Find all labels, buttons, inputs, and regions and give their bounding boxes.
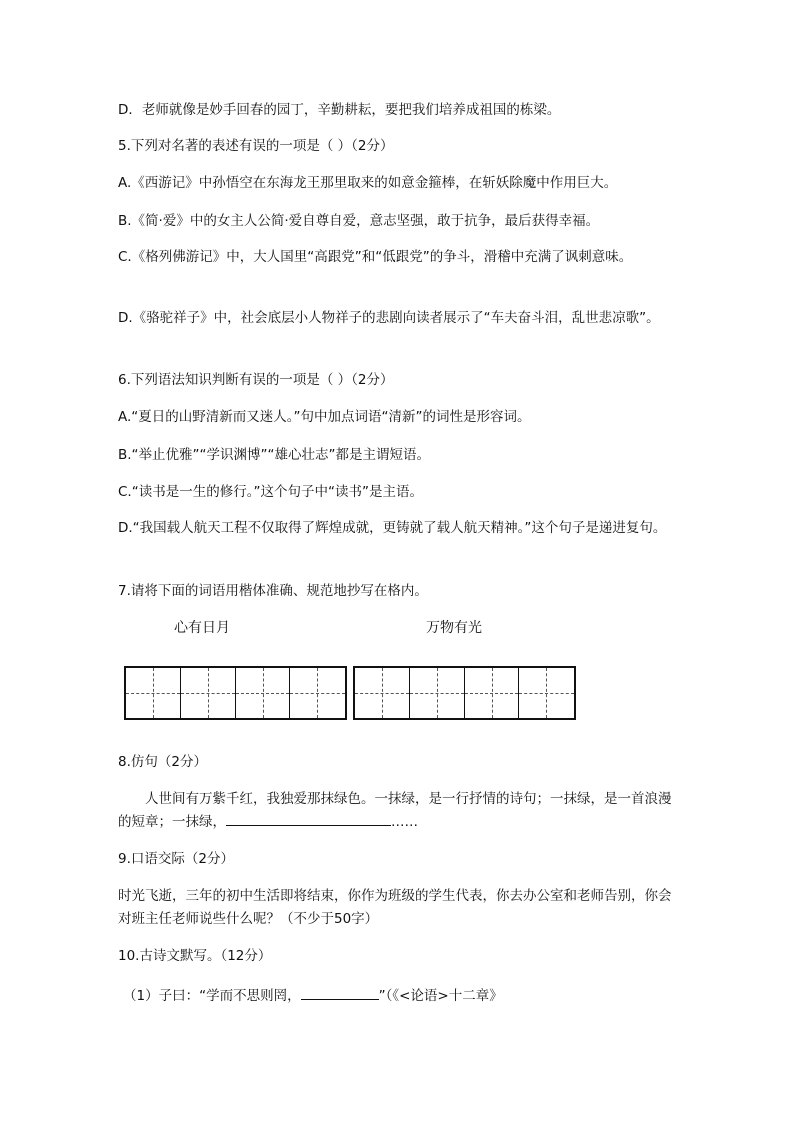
q5-option-b: B.《简·爱》中的女主人公简·爱自尊自爱，意志坚强，敢于抗争，最后获得幸福。: [118, 213, 600, 229]
q10-item1-text: （1）子曰：“学而不思则罔，: [123, 988, 301, 1004]
q6-option-a: A.“夏日的山野清新而又迷人。”句中加点词语“清新”的词性是形容词。: [118, 409, 531, 425]
q8-body: [118, 788, 678, 834]
q5-option-d: D.《骆驼祥子》中，社会底层小人物祥子的悲剧向读者展示了“车夫奋斗泪，乱世悲凉歌”。: [118, 310, 660, 326]
q7-writing-grid-2[interactable]: [353, 666, 576, 720]
q7-word-2: 万物有光: [426, 620, 482, 636]
q10-item-1: [123, 985, 503, 1006]
grid-cell[interactable]: [410, 668, 465, 718]
q4-option-d: D．老师就像是妙手回春的园丁，辛勤耕耘，要把我们培养成祖国的栋梁。: [118, 102, 561, 118]
q7-stem: 7.请将下面的词语用楷体准确、规范地抄写在格内。: [118, 583, 428, 599]
q6-option-b: B.“举止优雅”“学识渊博”“雄心壮志”都是主谓短语。: [118, 447, 431, 463]
grid-cell[interactable]: [465, 668, 520, 718]
q9-stem: 9.口语交际（2分）: [118, 851, 234, 867]
q6-stem: 6.下列语法知识判断有误的一项是（ ）（2分）: [118, 372, 394, 388]
q5-stem: 5.下列对名著的表述有误的一项是（ ）（2分）: [118, 138, 394, 154]
grid-cell[interactable]: [181, 668, 236, 718]
q7-word-1: 心有日月: [174, 620, 230, 636]
q8-answer-blank[interactable]: [226, 811, 391, 826]
grid-cell[interactable]: [355, 668, 410, 718]
q6-option-d: D.“我国载人航天工程不仅取得了辉煌成就，更铸就了载人航天精神。”这个句子是递进复句。: [118, 520, 667, 536]
q5-option-c: C.《格列佛游记》中，大人国里“高跟党”和“低跟党”的争斗，滑稽中充满了讽刺意味。: [118, 249, 633, 265]
grid-cell[interactable]: [236, 668, 291, 718]
q7-writing-grid-1[interactable]: [124, 666, 347, 720]
q9-body: 时光飞逝，三年的初中生活即将结束，你作为班级的学生代表，你去办公室和老师告别，你会对班主任老师说些什么呢？（不少于50字）: [118, 888, 672, 927]
q5-option-a: A.《西游记》中孙悟空在东海龙王那里取来的如意金箍棒，在斩妖除魔中作用巨大。: [118, 175, 618, 191]
q8-body-ellipsis: ……: [391, 814, 418, 830]
grid-cell[interactable]: [290, 668, 345, 718]
q10-item1-blank[interactable]: [301, 985, 379, 1000]
q10-item1-source: ”（《<论语>十二章》: [378, 988, 503, 1004]
grid-cell[interactable]: [519, 668, 574, 718]
q8-stem: 8.仿句（2分）: [118, 754, 207, 770]
q10-stem: 10.古诗文默写。（12分）: [118, 948, 272, 964]
q6-option-c: C.“读书是一生的修行。”这个句子中“读书”是主语。: [118, 484, 423, 500]
q8-body-text: 人世间有万紫千红，我独爱那抹绿色。一抹绿，是一行抒情的诗句；一抹绿，是一首浪漫的短章；一抹绿，: [118, 791, 672, 830]
grid-cell[interactable]: [126, 668, 181, 718]
